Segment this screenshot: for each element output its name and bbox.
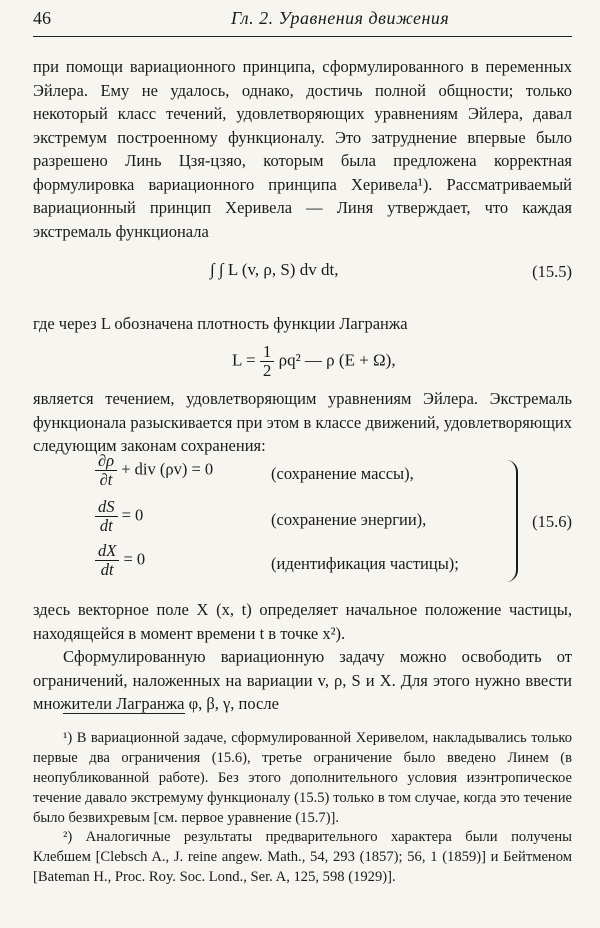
energy-num: dS <box>95 498 118 517</box>
system-brace <box>502 460 518 582</box>
energy-den: dt <box>99 516 113 535</box>
lagrangian-rhs: ρq² — ρ (E + Ω), <box>278 350 396 370</box>
paragraph-intro: при помощи вариационного принципа, сформулированного в переменных Эйлера. Ему не удалось, однако, достичь полной общности; только некоторый класс течений, удовлетворяющих уравнениям Эйлера, давал экстремум построенному функционалу. Это затруднение впервые было разрешено Линь Цзя-цзяо, которым была предложена корректная формулировка вариационного принципа Херивела¹). Рассматриваемый вариационный принцип Херивела — Линя утверждает, что каждая экстремаль функционала <box>33 57 572 241</box>
header-rule <box>33 36 572 37</box>
equation-number-15-5: (15.5) <box>532 262 572 281</box>
mass-note: (сохранение массы), <box>271 464 414 483</box>
ident-num: dX <box>95 542 119 561</box>
footnote-2: ²) Аналогичные результаты предварительного характера были получены Клебшем [Clebsch A., J. reine angew. Math., 54, 293 (1857); 56, 1 (1859)] и Бейтменом [Bateman H., Proc. Roy. Soc. Lond., Ser. A, 125, 598 (1929)]. <box>33 829 572 885</box>
equation-number-15-6: (15.6) <box>532 512 572 531</box>
fraction-one-half <box>260 343 275 380</box>
running-title: Гл. 2. Уравнения движения <box>231 8 450 28</box>
fraction-denominator: 2 <box>262 361 272 380</box>
energy-tail: = 0 <box>121 505 144 525</box>
running-header <box>33 8 572 34</box>
conservation-system <box>95 452 515 584</box>
mass-tail: + div (ρv) = 0 <box>121 459 214 479</box>
fraction-numerator: 1 <box>260 343 275 362</box>
mass-den: ∂t <box>99 470 113 489</box>
footnote-rule <box>63 713 185 714</box>
page-number: 46 <box>33 8 51 28</box>
ident-tail: = 0 <box>123 549 146 569</box>
paragraph-vector-field: здесь векторное поле X (x, t) определяет начальное положение частицы, находящейся в момент времени t в точке x²). <box>33 600 572 643</box>
lagrangian-lhs: L = <box>232 350 256 370</box>
paragraph-conservation-laws: является течением, удовлетворяющим уравнениям Эйлера. Экстремаль функционала разыскивается при этом в классе движений, удовлетворяющих следующим законам сохранения: <box>33 389 572 455</box>
paragraph-lagrangian-intro: где через L обозначена плотность функции Лагранжа <box>33 314 408 333</box>
equation-lagrangian <box>232 343 396 380</box>
mass-num: ∂ρ <box>95 452 117 471</box>
paragraph-lagrange-multipliers: Сформулированную вариационную задачу можно освободить от ограничений, наложенных на вариации v, ρ, S и X. Для этого нужно ввести множители Лагранжа φ, β, γ, после <box>33 647 572 713</box>
ident-den: dt <box>100 560 114 579</box>
energy-note: (сохранение энергии), <box>271 510 427 529</box>
ident-note: (идентификация частицы); <box>271 554 459 573</box>
equation-15-5: ∫ ∫ L (v, ρ, S) dv dt, <box>210 260 339 279</box>
footnote-1: ¹) В вариационной задаче, сформулированной Херивелом, накладывались только первые два ограничения (15.6), третье ограничение было введено Линем (в неопубликованной работе). Без этого дополнительного условия изэнтропическое течение давало экстремуму функционалу (15.5) только в том случае, когда это течение было безвихревым [см. первое уравнение (15.7)]. <box>33 730 572 826</box>
